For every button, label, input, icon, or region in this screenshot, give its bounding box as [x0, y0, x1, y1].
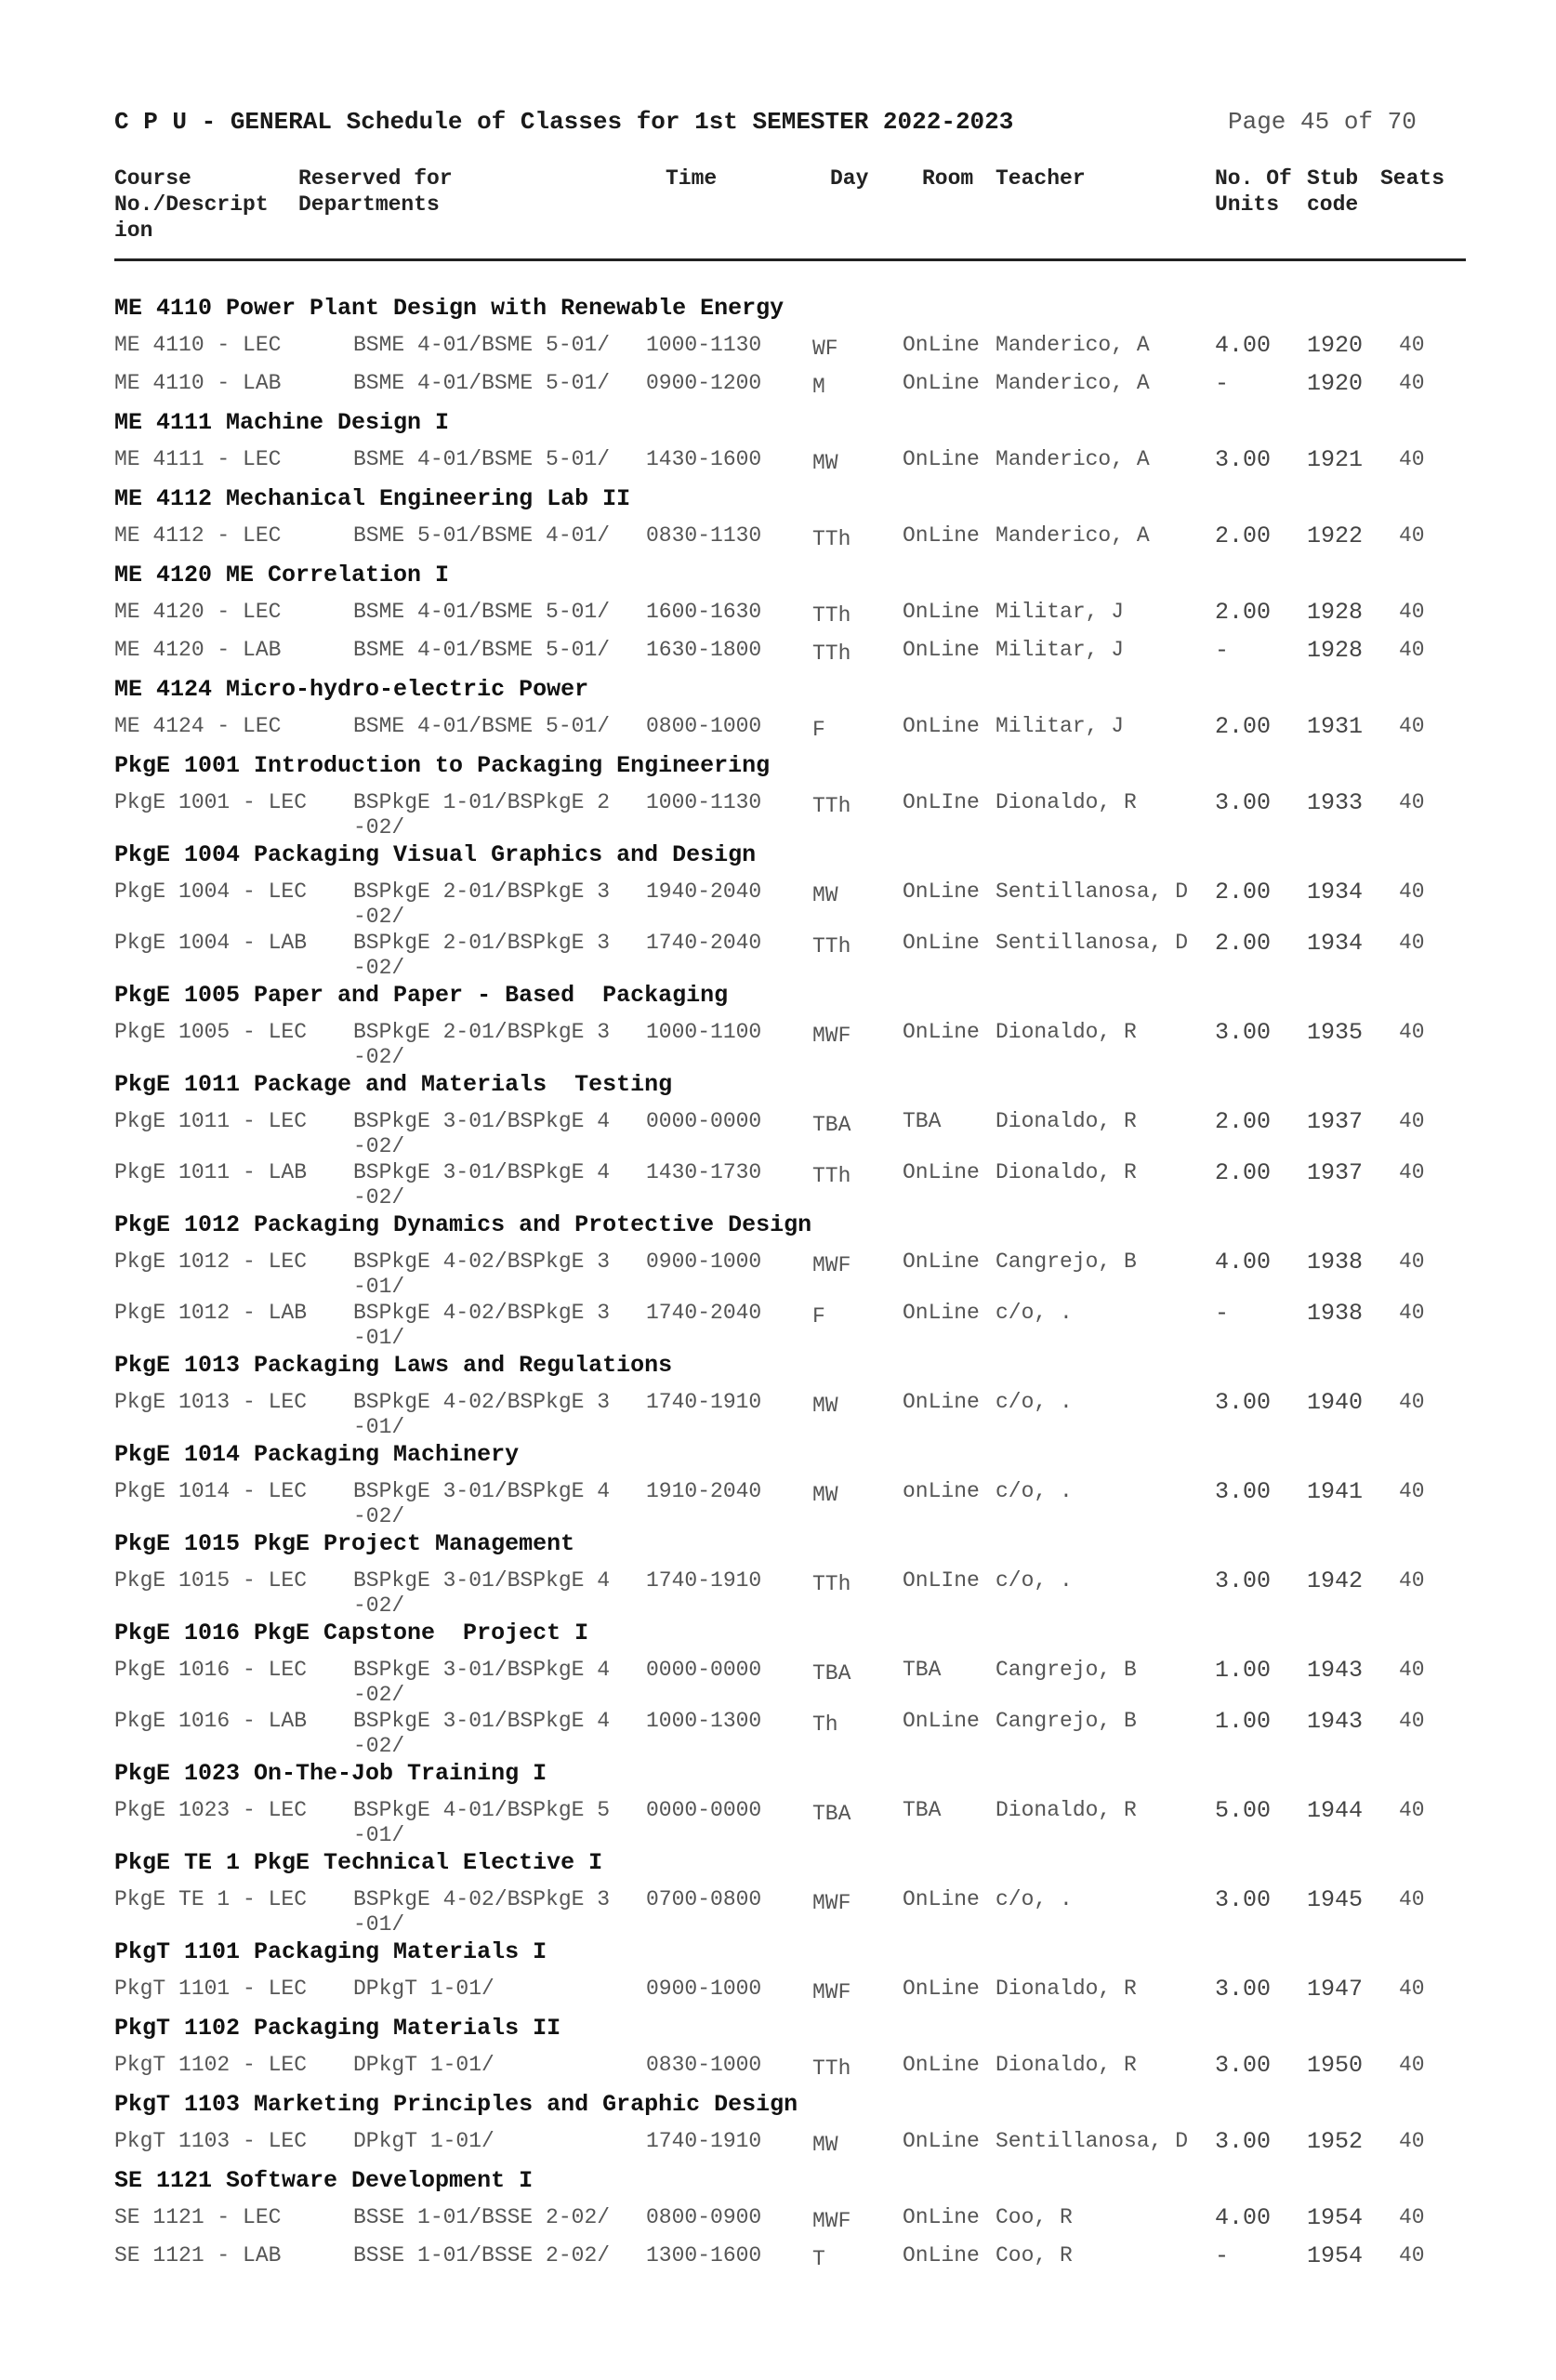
section-seats: 40 [1399, 1250, 1425, 1274]
section-teacher: Militar, J [996, 638, 1125, 662]
section-time: 1000-1300 [646, 1709, 762, 1733]
section-course: ME 4111 - LEC [114, 447, 282, 471]
course-title: ME 4120 ME Correlation I [114, 562, 450, 588]
section-room: OnLine [903, 1390, 980, 1414]
section-time: 0900-1200 [646, 371, 762, 395]
section-time: 1430-1600 [646, 447, 762, 471]
section-stub: 1950 [1307, 2052, 1364, 2079]
section-teacher: c/o, . [996, 1479, 1073, 1503]
section-course: PkgE TE 1 - LEC [114, 1887, 308, 1911]
section-day: MW [812, 451, 838, 475]
course-title: ME 4111 Machine Design I [114, 409, 450, 436]
section-stub: 1943 [1307, 1708, 1364, 1735]
course-title: PkgT 1101 Packaging Materials I [114, 1938, 547, 1965]
column-header-stub: Stub code [1307, 166, 1359, 217]
section-units: 2.00 [1215, 879, 1272, 906]
section-teacher: Dionaldo, R [996, 1160, 1137, 1184]
section-reserved: BSPkgE 4-02/BSPkgE 3 -01/ [353, 1887, 611, 1937]
section-seats: 40 [1399, 2129, 1425, 2153]
section-units: 3.00 [1215, 446, 1272, 473]
section-day: F [812, 1304, 825, 1329]
section-seats: 40 [1399, 333, 1425, 357]
section-course: ME 4124 - LEC [114, 714, 282, 738]
section-course: ME 4112 - LEC [114, 523, 282, 548]
section-units: 1.00 [1215, 1708, 1272, 1735]
section-stub: 1938 [1307, 1249, 1364, 1276]
section-time: 0900-1000 [646, 1250, 762, 1274]
section-stub: 1938 [1307, 1300, 1364, 1327]
section-teacher: Cangrejo, B [996, 1658, 1137, 1682]
section-seats: 40 [1399, 1977, 1425, 2001]
column-header-reserved: Reserved for Departments [298, 166, 453, 217]
section-course: ME 4120 - LEC [114, 600, 282, 624]
section-units: 3.00 [1215, 2128, 1272, 2155]
page-number: Page 45 of 70 [1228, 108, 1417, 136]
section-time: 1910-2040 [646, 1479, 762, 1503]
section-units: 1.00 [1215, 1657, 1272, 1684]
section-seats: 40 [1399, 790, 1425, 814]
section-units: 2.00 [1215, 599, 1272, 626]
section-reserved: BSSE 1-01/BSSE 2-02/ [353, 2243, 611, 2268]
column-header-course: Course No./Descript ion [114, 166, 269, 243]
section-room: OnLine [903, 638, 980, 662]
section-reserved: BSPkgE 4-01/BSPkgE 5 -01/ [353, 1798, 611, 1847]
section-day: MWF [812, 1891, 851, 1915]
section-teacher: c/o, . [996, 1390, 1073, 1414]
section-stub: 1941 [1307, 1478, 1364, 1505]
section-course: PkgE 1016 - LEC [114, 1658, 308, 1682]
section-stub: 1928 [1307, 637, 1364, 664]
section-seats: 40 [1399, 638, 1425, 662]
section-room: OnLine [903, 1250, 980, 1274]
section-seats: 40 [1399, 931, 1425, 955]
section-teacher: Dionaldo, R [996, 790, 1137, 814]
section-units: 2.00 [1215, 1108, 1272, 1135]
course-title: ME 4110 Power Plant Design with Renewable Energy [114, 295, 785, 322]
section-room: OnLine [903, 1977, 980, 2001]
section-units: 3.00 [1215, 1886, 1272, 1913]
course-title: PkgE 1005 Paper and Paper - Based Packaging [114, 982, 729, 1009]
section-day: MWF [812, 1980, 851, 2004]
section-stub: 1928 [1307, 599, 1364, 626]
course-title: PkgT 1103 Marketing Principles and Graphic Design [114, 2091, 798, 2118]
section-seats: 40 [1399, 447, 1425, 471]
section-course: PkgE 1012 - LAB [114, 1301, 308, 1325]
section-course: ME 4120 - LAB [114, 638, 282, 662]
section-time: 0900-1000 [646, 1977, 762, 2001]
section-room: OnLine [903, 600, 980, 624]
section-day: Th [812, 1712, 838, 1737]
section-day: F [812, 718, 825, 742]
section-reserved: DPkgT 1-01/ [353, 2129, 494, 2153]
section-room: OnLine [903, 523, 980, 548]
section-units: 2.00 [1215, 1159, 1272, 1186]
course-title: PkgE 1012 Packaging Dynamics and Protective Design [114, 1211, 812, 1238]
section-day: TTh [812, 527, 851, 551]
section-teacher: Manderico, A [996, 523, 1150, 548]
column-header-seats: Seats [1380, 166, 1445, 191]
section-time: 0000-0000 [646, 1658, 762, 1682]
section-teacher: Cangrejo, B [996, 1709, 1137, 1733]
section-stub: 1934 [1307, 879, 1364, 906]
section-stub: 1952 [1307, 2128, 1364, 2155]
section-stub: 1954 [1307, 2204, 1364, 2231]
section-time: 0800-1000 [646, 714, 762, 738]
section-time: 1600-1630 [646, 600, 762, 624]
section-teacher: c/o, . [996, 1568, 1073, 1593]
section-time: 1740-1910 [646, 2129, 762, 2153]
section-seats: 40 [1399, 1798, 1425, 1822]
document-title: C P U - GENERAL Schedule of Classes for 1st SEMESTER 2022-2023 [114, 108, 1014, 136]
section-day: TTh [812, 794, 851, 818]
column-header-time: Time [666, 166, 718, 191]
section-course: PkgE 1016 - LAB [114, 1709, 308, 1733]
section-reserved: BSPkgE 4-02/BSPkgE 3 -01/ [353, 1390, 611, 1439]
section-room: onLine [903, 1479, 980, 1503]
section-day: MWF [812, 1024, 851, 1048]
section-time: 1300-1600 [646, 2243, 762, 2268]
section-stub: 1920 [1307, 370, 1364, 397]
section-units: 3.00 [1215, 1976, 1272, 2003]
section-units: - [1215, 637, 1230, 664]
section-reserved: BSPkgE 3-01/BSPkgE 4 -02/ [353, 1568, 611, 1618]
section-reserved: BSME 4-01/BSME 5-01/ [353, 371, 611, 395]
section-time: 0000-0000 [646, 1798, 762, 1822]
section-reserved: BSME 4-01/BSME 5-01/ [353, 447, 611, 471]
section-time: 1430-1730 [646, 1160, 762, 1184]
section-room: OnLine [903, 2129, 980, 2153]
section-reserved: DPkgT 1-01/ [353, 2053, 494, 2077]
course-title: PkgE 1004 Packaging Visual Graphics and Design [114, 841, 757, 868]
section-reserved: BSPkgE 4-02/BSPkgE 3 -01/ [353, 1250, 611, 1299]
course-title: PkgE 1001 Introduction to Packaging Engineering [114, 752, 771, 779]
section-seats: 40 [1399, 714, 1425, 738]
column-header-day: Day [830, 166, 869, 191]
section-teacher: Cangrejo, B [996, 1250, 1137, 1274]
section-day: TBA [812, 1661, 851, 1686]
section-course: PkgT 1102 - LEC [114, 2053, 308, 2077]
section-teacher: Militar, J [996, 714, 1125, 738]
section-reserved: BSME 4-01/BSME 5-01/ [353, 333, 611, 357]
section-units: 2.00 [1215, 713, 1272, 740]
section-reserved: DPkgT 1-01/ [353, 1977, 494, 2001]
course-title: PkgE 1015 PkgE Project Management [114, 1530, 575, 1557]
section-reserved: BSPkgE 2-01/BSPkgE 3 -02/ [353, 1020, 611, 1069]
section-day: TTh [812, 1164, 851, 1188]
section-course: PkgT 1103 - LEC [114, 2129, 308, 2153]
section-stub: 1940 [1307, 1389, 1364, 1416]
section-teacher: Manderico, A [996, 371, 1150, 395]
section-teacher: Sentillanosa, D [996, 931, 1189, 955]
section-units: - [1215, 1300, 1230, 1327]
section-teacher: Sentillanosa, D [996, 879, 1189, 904]
section-stub: 1920 [1307, 332, 1364, 359]
section-course: PkgE 1004 - LEC [114, 879, 308, 904]
section-units: 4.00 [1215, 2204, 1272, 2231]
section-day: TTh [812, 934, 851, 959]
section-reserved: BSME 5-01/BSME 4-01/ [353, 523, 611, 548]
section-stub: 1922 [1307, 522, 1364, 549]
section-room: TBA [903, 1109, 942, 1133]
section-day: M [812, 375, 825, 399]
section-day: WF [812, 337, 838, 361]
section-seats: 40 [1399, 1887, 1425, 1911]
section-teacher: Dionaldo, R [996, 1798, 1137, 1822]
section-teacher: Manderico, A [996, 447, 1150, 471]
section-day: MWF [812, 2209, 851, 2233]
section-time: 1740-1910 [646, 1568, 762, 1593]
course-title: PkgE 1023 On-The-Job Training I [114, 1760, 547, 1787]
section-teacher: Sentillanosa, D [996, 2129, 1189, 2153]
section-reserved: BSPkgE 1-01/BSPkgE 2 -02/ [353, 790, 611, 840]
course-title: PkgE 1014 Packaging Machinery [114, 1441, 520, 1468]
section-reserved: BSPkgE 3-01/BSPkgE 4 -02/ [353, 1658, 611, 1707]
section-units: 3.00 [1215, 1567, 1272, 1594]
section-units: 2.00 [1215, 930, 1272, 957]
section-seats: 40 [1399, 600, 1425, 624]
section-time: 1000-1130 [646, 333, 762, 357]
section-course: PkgE 1005 - LEC [114, 1020, 308, 1044]
section-course: PkgE 1011 - LEC [114, 1109, 308, 1133]
section-units: 3.00 [1215, 2052, 1272, 2079]
section-seats: 40 [1399, 1709, 1425, 1733]
section-day: TBA [812, 1802, 851, 1826]
section-room: OnLine [903, 1887, 980, 1911]
section-day: MW [812, 2133, 838, 2157]
section-stub: 1937 [1307, 1159, 1364, 1186]
section-day: MW [812, 1483, 838, 1507]
section-course: PkgT 1101 - LEC [114, 1977, 308, 2001]
section-teacher: Dionaldo, R [996, 1109, 1137, 1133]
section-course: SE 1121 - LAB [114, 2243, 282, 2268]
section-teacher: Manderico, A [996, 333, 1150, 357]
section-seats: 40 [1399, 1658, 1425, 1682]
section-units: 3.00 [1215, 789, 1272, 816]
section-reserved: BSPkgE 3-01/BSPkgE 4 -02/ [353, 1160, 611, 1210]
section-course: PkgE 1015 - LEC [114, 1568, 308, 1593]
section-seats: 40 [1399, 879, 1425, 904]
section-time: 1940-2040 [646, 879, 762, 904]
section-teacher: Dionaldo, R [996, 1977, 1137, 2001]
section-teacher: c/o, . [996, 1301, 1073, 1325]
section-stub: 1931 [1307, 713, 1364, 740]
section-stub: 1934 [1307, 930, 1364, 957]
section-room: OnLine [903, 931, 980, 955]
section-time: 0800-0900 [646, 2205, 762, 2229]
section-course: PkgE 1013 - LEC [114, 1390, 308, 1414]
section-course: ME 4110 - LAB [114, 371, 282, 395]
section-time: 0000-0000 [646, 1109, 762, 1133]
section-time: 0830-1000 [646, 2053, 762, 2077]
section-room: OnLine [903, 1020, 980, 1044]
section-time: 0830-1130 [646, 523, 762, 548]
section-room: OnLine [903, 447, 980, 471]
section-stub: 1933 [1307, 789, 1364, 816]
section-reserved: BSPkgE 3-01/BSPkgE 4 -02/ [353, 1109, 611, 1158]
section-day: TTh [812, 641, 851, 666]
section-seats: 40 [1399, 2243, 1425, 2268]
section-day: TTh [812, 2056, 851, 2081]
section-teacher: Militar, J [996, 600, 1125, 624]
section-reserved: BSME 4-01/BSME 5-01/ [353, 638, 611, 662]
section-time: 1740-2040 [646, 1301, 762, 1325]
section-day: T [812, 2247, 825, 2271]
section-room: OnLine [903, 371, 980, 395]
section-room: OnLIne [903, 790, 980, 814]
section-reserved: BSME 4-01/BSME 5-01/ [353, 714, 611, 738]
section-room: OnLIne [903, 1568, 980, 1593]
section-day: MW [812, 883, 838, 907]
section-stub: 1935 [1307, 1019, 1364, 1046]
section-seats: 40 [1399, 1479, 1425, 1503]
section-units: - [1215, 2242, 1230, 2269]
section-room: OnLine [903, 1160, 980, 1184]
section-course: PkgE 1023 - LEC [114, 1798, 308, 1822]
section-stub: 1943 [1307, 1657, 1364, 1684]
column-header-teacher: Teacher [996, 166, 1086, 191]
section-time: 1000-1130 [646, 790, 762, 814]
section-day: TBA [812, 1113, 851, 1137]
section-room: OnLine [903, 879, 980, 904]
section-day: MW [812, 1394, 838, 1418]
section-seats: 40 [1399, 2205, 1425, 2229]
section-teacher: Dionaldo, R [996, 2053, 1137, 2077]
section-room: OnLine [903, 2205, 980, 2229]
section-stub: 1945 [1307, 1886, 1364, 1913]
section-seats: 40 [1399, 1020, 1425, 1044]
section-units: 3.00 [1215, 1478, 1272, 1505]
section-time: 1630-1800 [646, 638, 762, 662]
section-course: PkgE 1014 - LEC [114, 1479, 308, 1503]
section-seats: 40 [1399, 1390, 1425, 1414]
section-reserved: BSSE 1-01/BSSE 2-02/ [353, 2205, 611, 2229]
section-time: 1000-1100 [646, 1020, 762, 1044]
section-room: OnLine [903, 2053, 980, 2077]
section-teacher: Coo, R [996, 2243, 1073, 2268]
section-units: 3.00 [1215, 1389, 1272, 1416]
course-title: PkgT 1102 Packaging Materials II [114, 2015, 561, 2042]
section-room: OnLine [903, 2243, 980, 2268]
section-room: OnLine [903, 714, 980, 738]
section-time: 0700-0800 [646, 1887, 762, 1911]
section-seats: 40 [1399, 1301, 1425, 1325]
section-time: 1740-1910 [646, 1390, 762, 1414]
section-day: TTh [812, 1572, 851, 1596]
section-day: TTh [812, 603, 851, 628]
section-seats: 40 [1399, 371, 1425, 395]
section-seats: 40 [1399, 1568, 1425, 1593]
course-title: PkgE 1016 PkgE Capstone Project I [114, 1620, 589, 1646]
section-units: 3.00 [1215, 1019, 1272, 1046]
section-room: TBA [903, 1798, 942, 1822]
section-seats: 40 [1399, 2053, 1425, 2077]
section-course: PkgE 1001 - LEC [114, 790, 308, 814]
section-reserved: BSPkgE 3-01/BSPkgE 4 -02/ [353, 1479, 611, 1528]
section-reserved: BSPkgE 4-02/BSPkgE 3 -01/ [353, 1301, 611, 1350]
section-room: TBA [903, 1658, 942, 1682]
section-seats: 40 [1399, 523, 1425, 548]
course-title: PkgE 1011 Package and Materials Testing [114, 1071, 673, 1098]
section-course: PkgE 1011 - LAB [114, 1160, 308, 1184]
course-title: PkgE 1013 Packaging Laws and Regulations [114, 1352, 673, 1379]
section-reserved: BSPkgE 3-01/BSPkgE 4 -02/ [353, 1709, 611, 1758]
section-reserved: BSPkgE 2-01/BSPkgE 3 -02/ [353, 879, 611, 929]
section-reserved: BSME 4-01/BSME 5-01/ [353, 600, 611, 624]
section-course: PkgE 1004 - LAB [114, 931, 308, 955]
section-room: OnLine [903, 1709, 980, 1733]
section-room: OnLine [903, 1301, 980, 1325]
section-stub: 1937 [1307, 1108, 1364, 1135]
section-units: 4.00 [1215, 332, 1272, 359]
section-day: MWF [812, 1253, 851, 1277]
section-units: - [1215, 370, 1230, 397]
section-stub: 1944 [1307, 1797, 1364, 1824]
section-units: 2.00 [1215, 522, 1272, 549]
section-stub: 1942 [1307, 1567, 1364, 1594]
section-stub: 1921 [1307, 446, 1364, 473]
course-title: PkgE TE 1 PkgE Technical Elective I [114, 1849, 603, 1876]
section-seats: 40 [1399, 1109, 1425, 1133]
course-title: ME 4124 Micro-hydro-electric Power [114, 676, 589, 703]
section-reserved: BSPkgE 2-01/BSPkgE 3 -02/ [353, 931, 611, 980]
section-seats: 40 [1399, 1160, 1425, 1184]
section-stub: 1947 [1307, 1976, 1364, 2003]
column-header-units: No. Of Units [1215, 166, 1292, 217]
section-units: 4.00 [1215, 1249, 1272, 1276]
course-title: ME 4112 Mechanical Engineering Lab II [114, 485, 631, 512]
section-stub: 1954 [1307, 2242, 1364, 2269]
section-units: 5.00 [1215, 1797, 1272, 1824]
section-time: 1740-2040 [646, 931, 762, 955]
section-room: OnLine [903, 333, 980, 357]
section-course: SE 1121 - LEC [114, 2205, 282, 2229]
section-teacher: Dionaldo, R [996, 1020, 1137, 1044]
section-course: PkgE 1012 - LEC [114, 1250, 308, 1274]
section-teacher: c/o, . [996, 1887, 1073, 1911]
section-course: ME 4110 - LEC [114, 333, 282, 357]
column-header-room: Room [922, 166, 974, 191]
course-title: SE 1121 Software Development I [114, 2167, 534, 2194]
section-teacher: Coo, R [996, 2205, 1073, 2229]
